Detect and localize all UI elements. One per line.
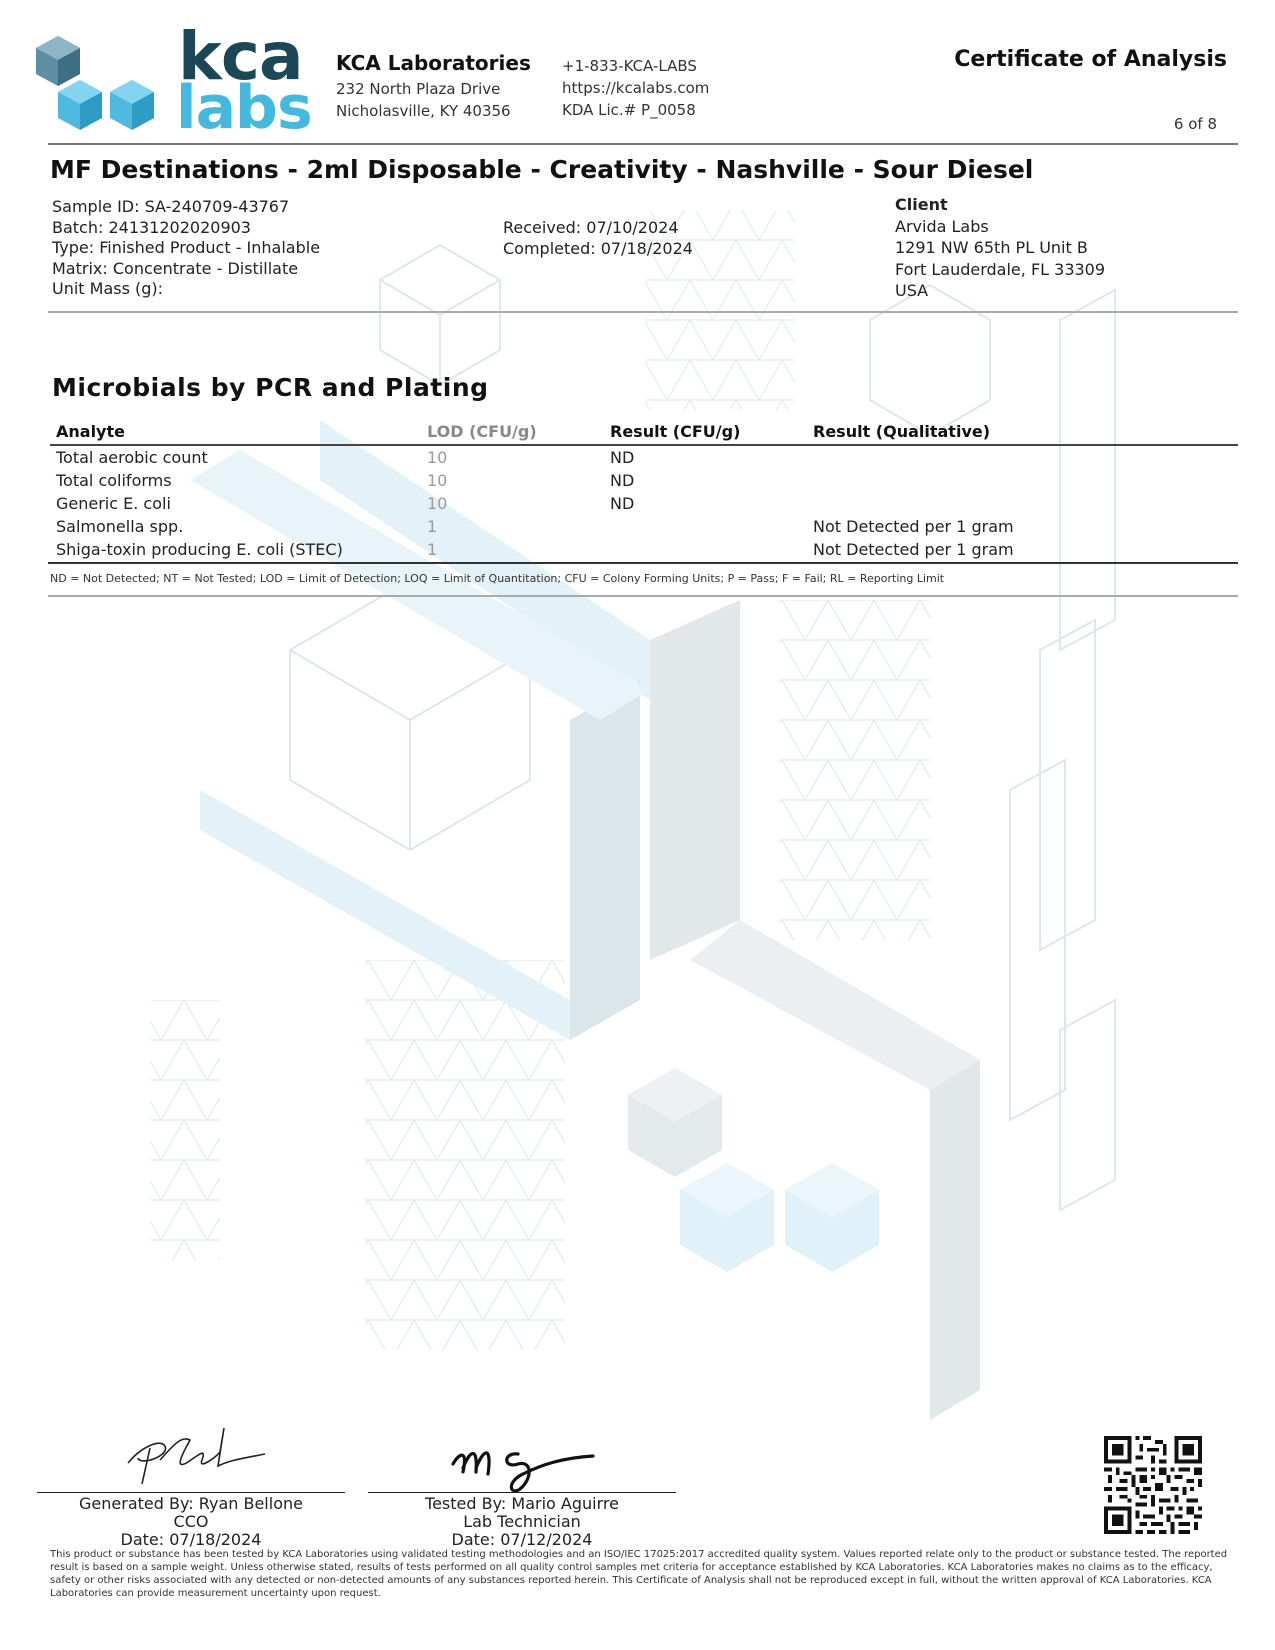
table-header-row [50, 418, 1238, 445]
result-cfu-cell [604, 538, 807, 561]
abbreviation-legend: ND = Not Detected; NT = Not Tested; LOD = Limit of Detection; LOQ = Limit of Quantitation; CFU = Colony Forming Units; P = Pass; F = Fail; RL = Reporting Limit [50, 572, 945, 585]
table-row [50, 538, 1238, 561]
analyte-cell: Salmonella spp. [56, 517, 184, 536]
page-indicator: 6 of 8 [1173, 115, 1217, 133]
column-header-result-qualitative: Result (Qualitative) [807, 418, 1238, 445]
client-label: Client [895, 195, 948, 214]
table-row [50, 515, 1238, 538]
lab-name: KCA Laboratories [336, 51, 531, 75]
sample-meta [52, 197, 320, 300]
unit-mass: Unit Mass (g): [52, 279, 164, 298]
matrix: Matrix: Concentrate - Distillate [52, 258, 299, 278]
result-qualitative-cell [807, 492, 1238, 515]
lod-cell: 10 [427, 494, 448, 513]
received-date: Received: 07/10/2024 [503, 218, 679, 237]
signature-ryan-bellone [120, 1418, 270, 1488]
lod-cell: 10 [427, 471, 448, 490]
batch: Batch: 24131202020903 [52, 217, 251, 237]
signature-line-left [37, 1492, 345, 1493]
lab-website[interactable]: https://kcalabs.com [562, 79, 710, 97]
lod-cell: 10 [427, 448, 448, 467]
client-block [895, 194, 1105, 302]
lod-cell: 1 [427, 540, 438, 559]
result-qualitative-cell: Not Detected per 1 gram [813, 540, 1014, 559]
lab-address-line2: Nicholasville, KY 40356 [336, 102, 511, 120]
result-cfu-cell: ND [610, 448, 635, 467]
tested-date: Date: 07/12/2024 [451, 1530, 593, 1549]
generated-by: Generated By: Ryan Bellone [79, 1494, 303, 1513]
dates [503, 218, 693, 259]
result-cfu-cell: ND [610, 494, 635, 513]
lab-address-line1: 232 North Plaza Drive [336, 80, 501, 98]
section-title: Microbials by PCR and Plating [52, 373, 489, 402]
product-title: MF Destinations - 2ml Disposable - Creativity - Nashville - Sour Diesel [50, 155, 1034, 184]
column-header-analyte: Analyte [50, 418, 421, 445]
section-divider [48, 595, 1238, 597]
client-country: USA [895, 281, 929, 300]
client-address-line2: Fort Lauderdale, FL 33309 [895, 259, 1106, 279]
table-row [50, 445, 1238, 469]
tested-by-role: Lab Technician [463, 1512, 581, 1531]
result-qualitative-cell: Not Detected per 1 gram [813, 517, 1014, 536]
result-qualitative-cell [807, 469, 1238, 492]
meta-divider [48, 311, 1238, 313]
kca-cubes-logo-icon [32, 30, 164, 135]
qr-code-icon[interactable] [1104, 1436, 1202, 1534]
column-header-lod: LOD (CFU/g) [421, 418, 604, 445]
signature-line-right [368, 1492, 676, 1493]
logo-labs-text: labs [176, 73, 312, 143]
result-cfu-cell [604, 515, 807, 538]
table-bottom-rule [48, 562, 1238, 564]
results-table [50, 418, 1238, 561]
lod-cell: 1 [427, 517, 438, 536]
header-divider [48, 143, 1238, 145]
tested-by: Tested By: Mario Aguirre [425, 1494, 619, 1513]
analyte-cell: Total aerobic count [56, 448, 208, 467]
result-cfu-cell: ND [610, 471, 635, 490]
analyte-cell: Generic E. coli [56, 494, 171, 513]
signature-mario-aguirre [448, 1434, 598, 1499]
signature-block-left [37, 1495, 345, 1549]
completed-date: Completed: 07/18/2024 [503, 238, 693, 258]
disclaimer-text: This product or substance has been tested by KCA Laboratories using validated testing methodologies and an ISO/IEC 17025:2017 accredited quality system. Values reported relate only to the product or substance tested. The reported result is based on a sample weight. Unless otherwise stated, results of tests performed on all quality control samples met criteria for acceptance established by KCA Laboratories. KCA Laboratories makes no claims as to the efficacy, safety or other risks associated with any detected or non-detected amounts of any substances reported herein. This Certificate of Analysis shall not be reproduced except in full, without the written approval of KCA Laboratories. KCA Laboratories can provide measurement uncertainty upon request. [50, 1549, 1228, 1599]
signature-block-right [368, 1495, 676, 1549]
lab-phone: +1-833-KCA-LABS [562, 57, 697, 75]
generated-by-role: CCO [173, 1512, 209, 1531]
table-row [50, 492, 1238, 515]
lab-license: KDA Lic.# P_0058 [562, 101, 696, 119]
logo-kca-text: kca [178, 18, 303, 95]
client-name: Arvida Labs [895, 216, 989, 236]
table-row [50, 469, 1238, 492]
analyte-cell: Total coliforms [56, 471, 172, 490]
generated-date: Date: 07/18/2024 [120, 1530, 262, 1549]
column-header-result-cfu: Result (CFU/g) [604, 418, 807, 445]
analyte-cell: Shiga-toxin producing E. coli (STEC) [56, 540, 343, 559]
sample-id: Sample ID: SA-240709-43767 [52, 197, 290, 216]
client-address-line1: 1291 NW 65th PL Unit B [895, 238, 1088, 257]
sample-type: Type: Finished Product - Inhalable [52, 238, 321, 257]
certificate-title: Certificate of Analysis [954, 47, 1227, 72]
result-qualitative-cell [807, 445, 1238, 469]
